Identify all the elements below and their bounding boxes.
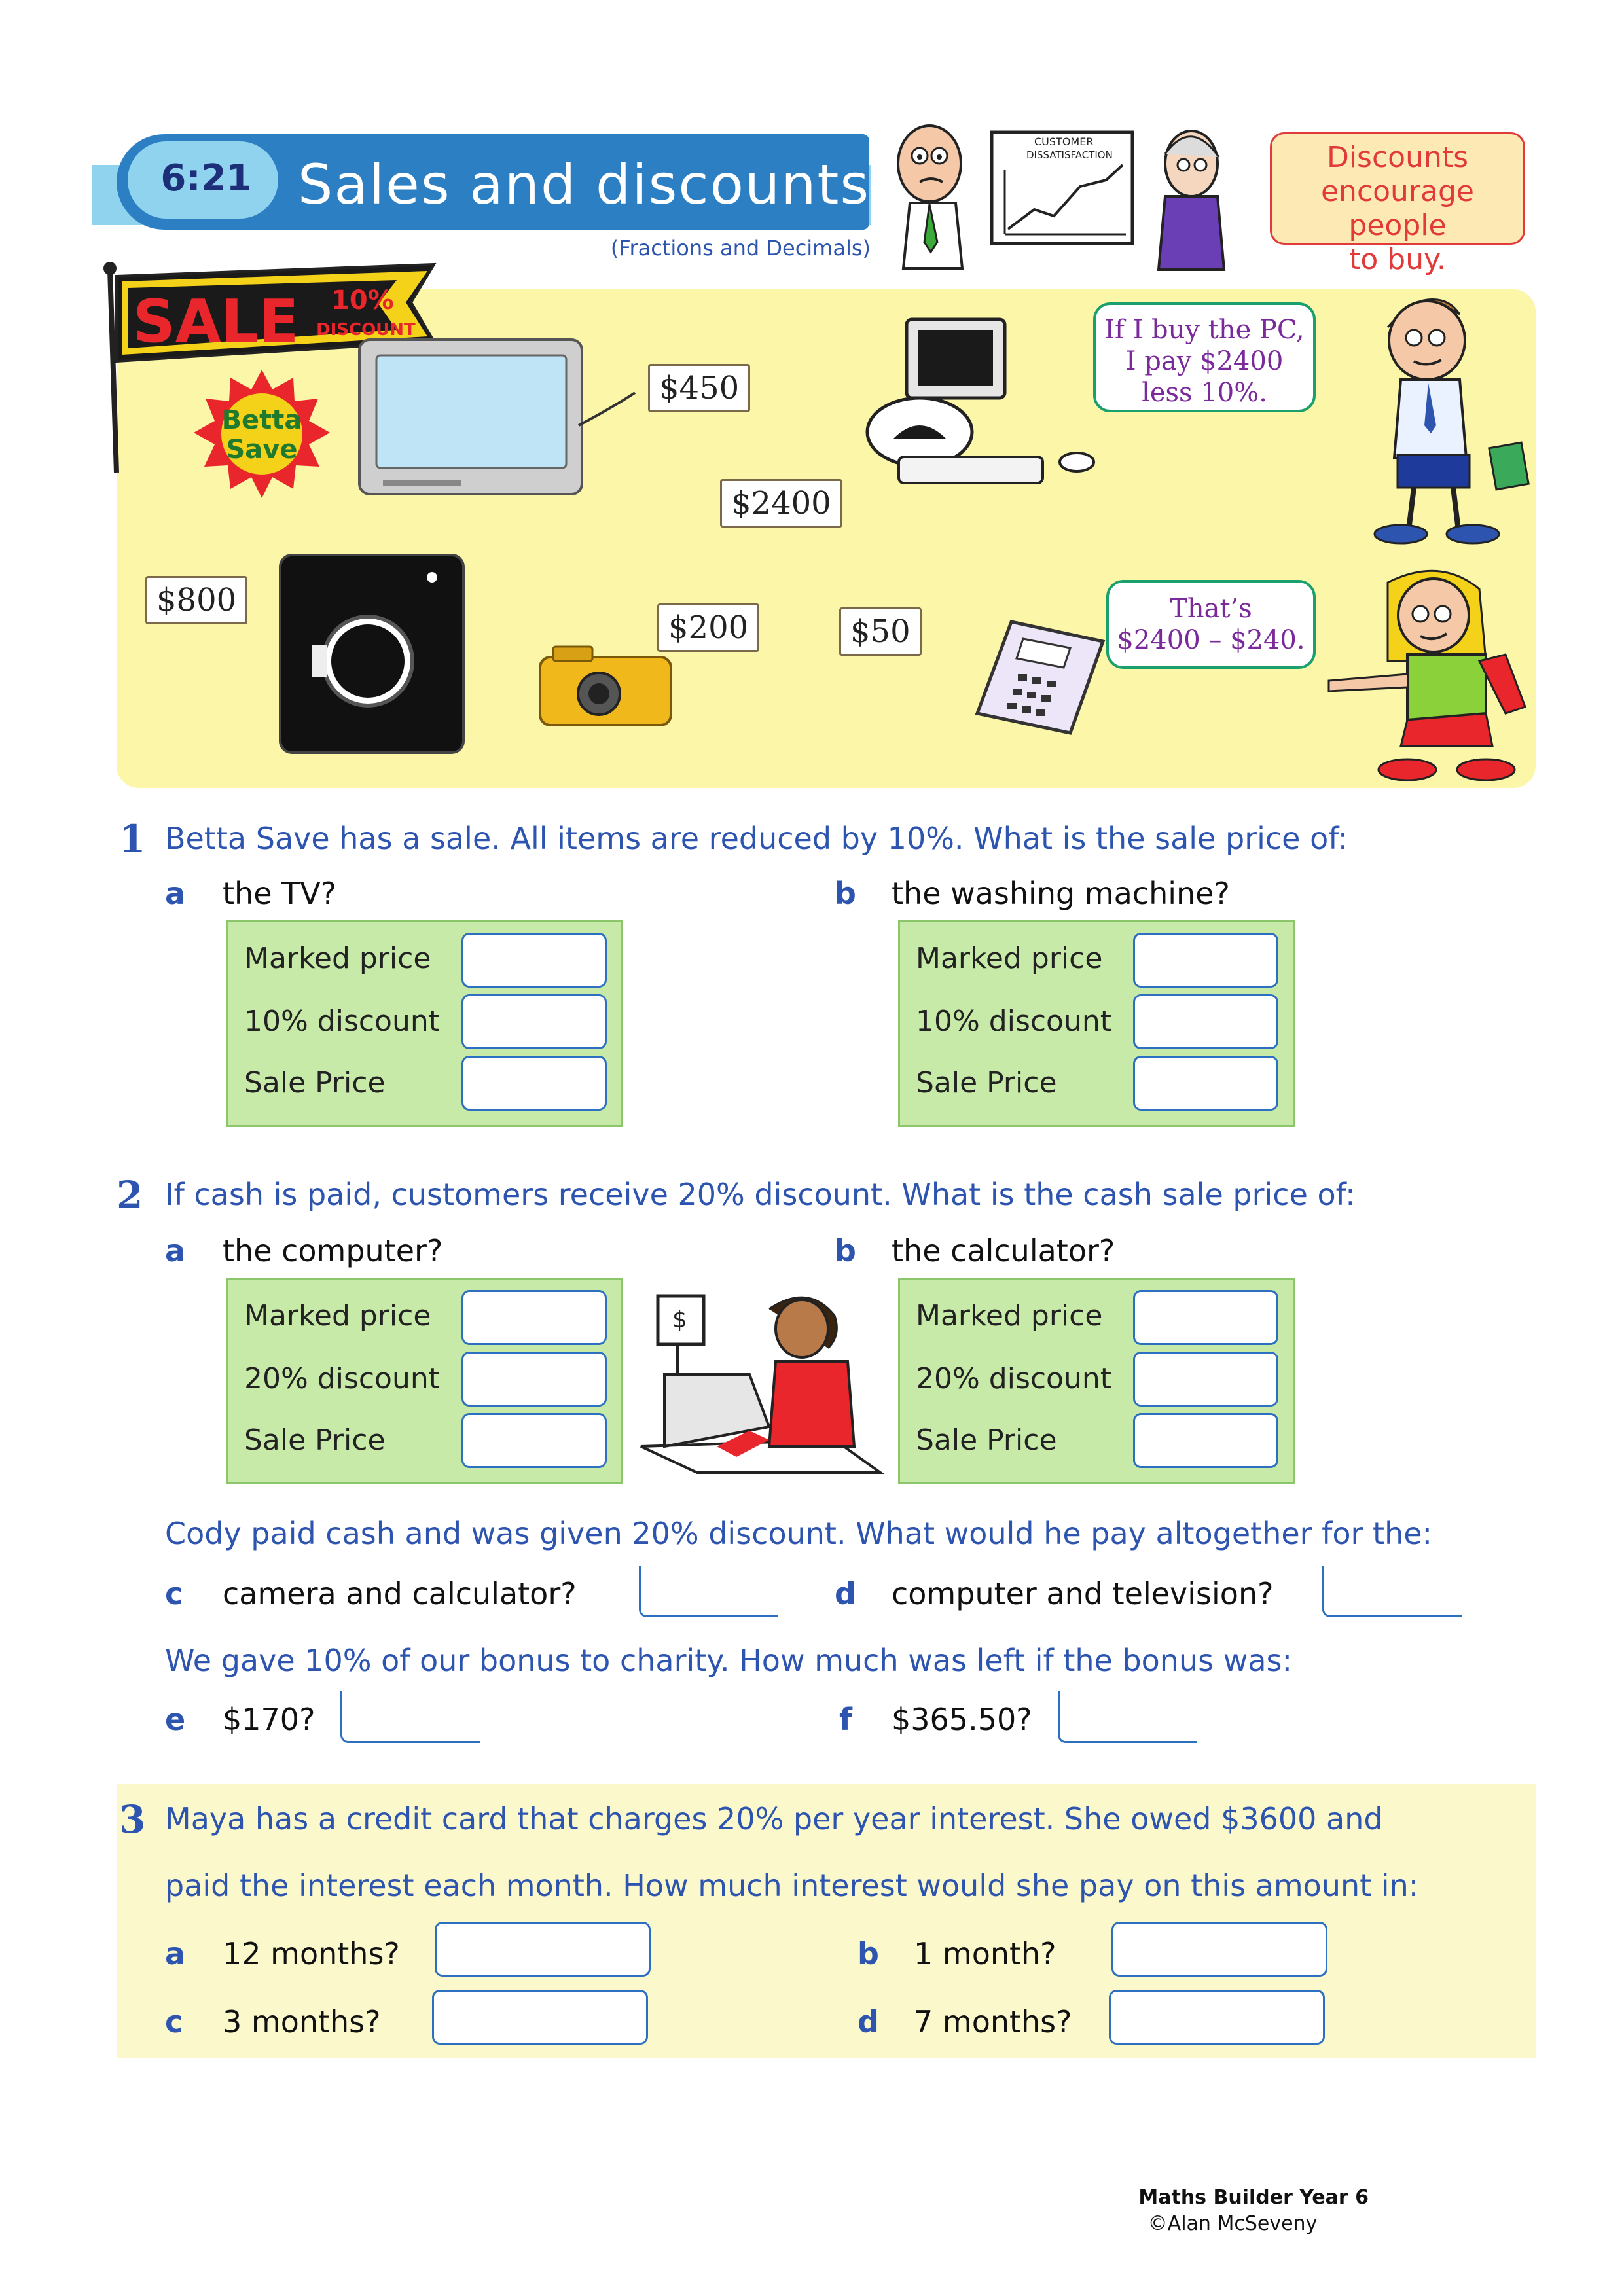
q2f-text: $365.50? — [892, 1702, 1032, 1737]
girl-character-illustration — [1309, 563, 1558, 798]
chart-caption-1: CUSTOMER — [1034, 135, 1094, 148]
q2c-answer-field[interactable] — [639, 1566, 778, 1617]
note-line-1: Discounts — [1326, 141, 1469, 174]
note-line-2: encourage people — [1320, 175, 1474, 242]
q2a-discount-input[interactable] — [461, 1352, 607, 1407]
chart-caption-2: DISSATISFACTION — [1026, 149, 1113, 161]
q1b-row-discount: 10% discount — [916, 1005, 1111, 1038]
footer-book-title: Maths Builder Year 6 — [1138, 2186, 1369, 2209]
girl-speech-bubble — [1106, 580, 1316, 669]
q1b-discount-input[interactable] — [1133, 994, 1278, 1049]
q2a-text: the computer? — [223, 1233, 443, 1268]
q3b-label: b — [857, 1936, 879, 1971]
q1-text: Betta Save has a sale. All items are reduced by 10%. What is the sale price of: — [165, 821, 1348, 856]
q3d-label: d — [857, 2004, 879, 2039]
q2c-label: c — [165, 1576, 183, 1611]
q2c-text: camera and calculator? — [223, 1576, 577, 1611]
tv-illustration — [357, 337, 592, 507]
washing-machine-illustration — [275, 550, 471, 759]
q2e-text: $170? — [223, 1702, 316, 1737]
q3-number: 3 — [119, 1797, 146, 1842]
lesson-number: 6:21 — [160, 157, 252, 200]
q2a-row-sale: Sale Price — [244, 1424, 386, 1457]
q3c-answer-field[interactable] — [432, 1990, 648, 2045]
q3d-text: 7 months? — [914, 2004, 1072, 2039]
q3-text-line-2: paid the interest each month. How much interest would she pay on this amount in: — [165, 1868, 1419, 1903]
q2a-row-marked: Marked price — [244, 1299, 431, 1333]
q2d-text: computer and television? — [892, 1576, 1274, 1611]
businessman-illustration — [898, 126, 962, 268]
q1b-sale-input[interactable] — [1133, 1056, 1278, 1111]
computer-illustration — [848, 314, 1123, 511]
q1a-discount-input[interactable] — [461, 994, 607, 1049]
q2b-label: b — [835, 1233, 856, 1268]
betta-save-badge — [190, 370, 334, 501]
q1a-row-marked: Marked price — [244, 942, 431, 975]
q3b-answer-field[interactable] — [1111, 1922, 1327, 1977]
discounts-note — [1270, 132, 1525, 276]
footer-author: ©Alan McSeveny — [1147, 2212, 1318, 2235]
businesswoman-illustration — [1159, 131, 1224, 270]
boy-speech-line-3: less 10%. — [1142, 378, 1267, 408]
q2a-row-discount: 20% discount — [244, 1362, 440, 1395]
girl-speech-line-1: That’s — [1170, 594, 1252, 624]
q3a-text: 12 months? — [223, 1936, 400, 1971]
q1a-marked-input[interactable] — [461, 933, 607, 988]
calculator-illustration — [972, 615, 1110, 740]
q1a-sale-input[interactable] — [461, 1056, 607, 1111]
q1a-working-box — [226, 920, 623, 1127]
q3b-text: 1 month? — [914, 1936, 1056, 1971]
computer-price-tag: $2400 — [720, 479, 842, 528]
q2b-row-sale: Sale Price — [916, 1424, 1057, 1457]
washing-machine-price-tag: $800 — [145, 576, 247, 624]
q2f-label: f — [839, 1702, 853, 1737]
customer-satisfaction-cartoon — [884, 118, 1250, 275]
sale-discount-label: DISCOUNT — [316, 320, 416, 340]
q2b-working-box — [898, 1278, 1295, 1484]
q2b-sale-input[interactable] — [1133, 1413, 1278, 1468]
sale-banner-text: SALE — [133, 287, 299, 356]
tv-price-tag: $450 — [648, 364, 750, 412]
q3a-answer-field[interactable] — [435, 1922, 651, 1977]
q2-cody-text: Cody paid cash and was given 20% discount. What would he pay altogether for the: — [165, 1516, 1433, 1551]
q2a-label: a — [165, 1233, 186, 1268]
q3c-label: c — [165, 2004, 183, 2039]
q2b-text: the calculator? — [892, 1233, 1115, 1268]
page-title: Sales and discounts — [298, 152, 871, 217]
q2f-answer-field[interactable] — [1058, 1691, 1197, 1743]
q1a-row-discount: 10% discount — [244, 1005, 440, 1038]
q2-bonus-text: We gave 10% of our bonus to charity. How much was left if the bonus was: — [165, 1643, 1292, 1678]
q3-text-line-1: Maya has a credit card that charges 20% per year interest. She owed $3600 and — [165, 1801, 1383, 1837]
q1b-row-marked: Marked price — [916, 942, 1103, 975]
sale-percent: 10% — [331, 285, 394, 315]
q3a-label: a — [165, 1936, 186, 1971]
note-line-3: to buy. — [1349, 243, 1446, 276]
page-subtitle: (Fractions and Decimals) — [610, 236, 871, 260]
girl-speech-line-2: $2400 – $240. — [1117, 625, 1305, 655]
q3c-text: 3 months? — [223, 2004, 381, 2039]
boy-character-illustration — [1348, 288, 1545, 563]
register-dollar: $ — [672, 1306, 687, 1333]
q2-number: 2 — [117, 1173, 143, 1217]
q2b-marked-input[interactable] — [1133, 1290, 1278, 1345]
boy-speech-line-2: I pay $2400 — [1125, 346, 1284, 376]
badge-line-1: Betta — [221, 405, 302, 435]
camera-price-tag: $200 — [657, 603, 759, 652]
q1a-text: the TV? — [223, 876, 337, 911]
badge-line-2: Save — [226, 435, 298, 465]
calculator-price-tag: $50 — [839, 607, 922, 656]
q2a-sale-input[interactable] — [461, 1413, 607, 1468]
q2b-discount-input[interactable] — [1133, 1352, 1278, 1407]
q2-text: If cash is paid, customers receive 20% discount. What is the cash sale price of: — [165, 1177, 1356, 1212]
q2b-row-marked: Marked price — [916, 1299, 1103, 1333]
q2e-label: e — [165, 1702, 186, 1737]
q1a-label: a — [165, 876, 186, 911]
q3d-answer-field[interactable] — [1109, 1990, 1325, 2045]
q1-number: 1 — [119, 817, 146, 861]
q2e-answer-field[interactable] — [340, 1691, 480, 1743]
q1b-row-sale: Sale Price — [916, 1066, 1057, 1100]
q2b-row-discount: 20% discount — [916, 1362, 1111, 1395]
cashier-illustration — [638, 1276, 887, 1486]
boy-speech-line-1: If I buy the PC, — [1104, 315, 1305, 345]
q2d-label: d — [835, 1576, 856, 1611]
q2d-answer-field[interactable] — [1322, 1566, 1462, 1617]
dissatisfaction-chart-illustration — [992, 132, 1132, 243]
q1b-marked-input[interactable] — [1133, 933, 1278, 988]
q1a-row-sale: Sale Price — [244, 1066, 386, 1100]
q1b-label: b — [835, 876, 856, 911]
q1b-working-box — [898, 920, 1295, 1127]
q1b-text: the washing machine? — [892, 876, 1230, 911]
q2a-marked-input[interactable] — [461, 1290, 607, 1345]
q2a-working-box — [226, 1278, 623, 1484]
boy-speech-bubble — [1093, 302, 1316, 412]
